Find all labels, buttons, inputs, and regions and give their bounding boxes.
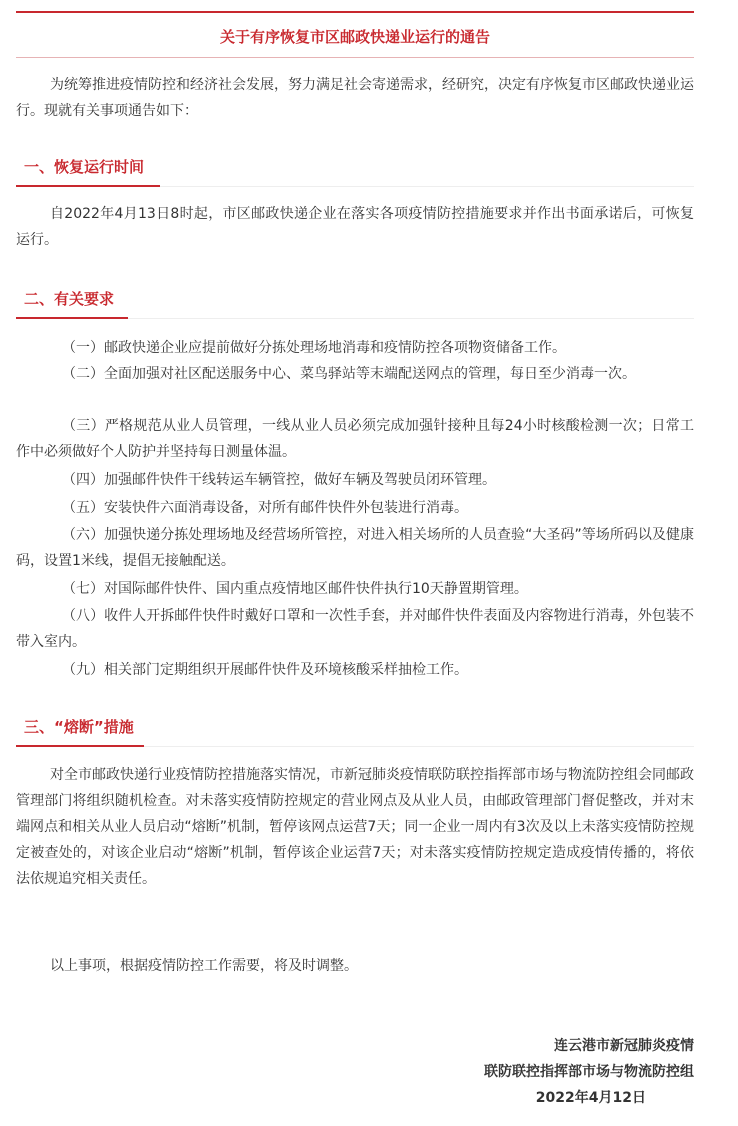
requirement-item-2: （二）全面加强对社区配送服务中心、菜鸟驿站等末端配送网点的管理，每日至少消毒一次。 bbox=[62, 366, 636, 382]
requirement-item-9: （九）相关部门定期组织开展邮件快件及环境核酸采样抽检工作。 bbox=[62, 662, 468, 678]
intro-paragraph: 为统筹推进疫情防控和经济社会发展，努力满足社会寄递需求，经研究，决定有序恢复市区邮政快递业运行。现就有关事项通告如下： bbox=[16, 77, 694, 119]
requirement-item-6: （六）加强快递分拣处理场地及经营场所管控，对进入相关场所的人员查验“大圣码”等场所码以及健康码，设置1米线，提倡无接触配送。 bbox=[16, 527, 694, 569]
requirement-item-4: （四）加强邮件快件干线转运车辆管控，做好车辆及驾驶员闭环管理。 bbox=[62, 472, 496, 488]
notice-title: 关于有序恢复市区邮政快递业运行的通告 bbox=[219, 28, 490, 46]
section-underline bbox=[16, 185, 160, 187]
section-underline bbox=[16, 317, 128, 319]
requirement-item-5: （五）安装快件六面消毒设备，对所有邮件快件外包装进行消毒。 bbox=[62, 500, 468, 516]
section-heading-1 bbox=[16, 155, 694, 187]
section-heading-label: 二、有关要求 bbox=[24, 290, 115, 308]
requirement-item-1: （一）邮政快递企业应提前做好分拣处理场地消毒和疫情防控各项物资储备工作。 bbox=[62, 340, 566, 356]
section-1-body: 自2022年4月13日8时起，市区邮政快递企业在落实各项疫情防控措施要求并作出书面承诺后，可恢复运行。 bbox=[16, 206, 694, 248]
signature-date: 2022年4月12日 bbox=[535, 1090, 646, 1106]
section-heading-label: 一、恢复运行时间 bbox=[24, 158, 145, 176]
top-divider bbox=[16, 11, 694, 13]
requirement-item-8: （八）收件人开拆邮件快件时戴好口罩和一次性手套，并对邮件快件表面及内容物进行消毒，外包装不带入室内。 bbox=[16, 608, 694, 650]
signature-issuer-line2: 联防联控指挥部市场与物流防控组 bbox=[484, 1064, 694, 1080]
section-heading-3 bbox=[16, 715, 694, 747]
closing-paragraph: 以上事项，根据疫情防控工作需要，将及时调整。 bbox=[50, 958, 358, 974]
signature-issuer-line1: 连云港市新冠肺炎疫情 bbox=[554, 1038, 694, 1054]
requirement-item-7: （七）对国际邮件快件、国内重点疫情地区邮件快件执行10天静置期管理。 bbox=[62, 581, 528, 597]
section-heading-2 bbox=[16, 287, 694, 319]
section-3-body: 对全市邮政快递行业疫情防控措施落实情况，市新冠肺炎疫情联防联控指挥部市场与物流防控组会同邮政管理部门将组织随机检查。对未落实疫情防控规定的营业网点及从业人员，由邮政管理部门督促整改，并对末端网点和相关从业人员启动“熔断”机制，暂停该网点运营7天；同一企业一周内有3次及以上未落实疫情防控规定被查处的，对该企业启动“熔断”机制，暂停该企业运营7天；对未落实疫情防控规定造成疫情传播的，将依法依规追究相关责任。 bbox=[16, 767, 694, 887]
requirement-item-3: （三）严格规范从业人员管理，一线从业人员必须完成加强针接种且每24小时核酸检测一次；日常工作中必须做好个人防护并坚持每日测量体温。 bbox=[16, 418, 694, 460]
title-divider bbox=[16, 57, 694, 58]
section-underline bbox=[16, 745, 144, 747]
section-heading-label: 三、“熔断”措施 bbox=[24, 718, 134, 736]
